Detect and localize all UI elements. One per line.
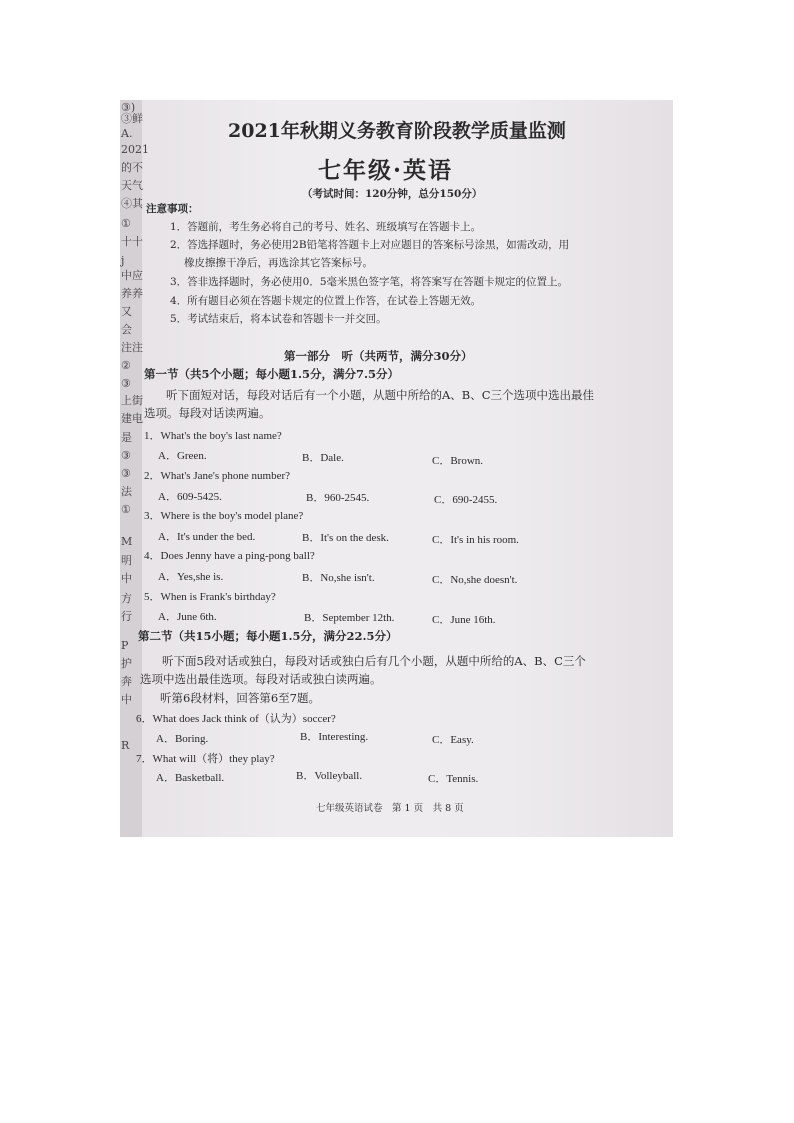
- bleed-fragment: ③: [121, 377, 131, 390]
- option-c: C．It's in his room.: [432, 534, 519, 546]
- section1-instruction: 听下面短对话，每段对话后有一个小题，从题中所给的A、B、C三个选项中选出最佳: [166, 388, 595, 402]
- option-b: B．Volleyball.: [296, 770, 363, 782]
- exam-subtitle: 七年级·英语: [318, 157, 454, 184]
- bleed-fragment: 行: [121, 610, 132, 623]
- note-item: 2．答选择题时，务必使用2B铅笔将答题卡上对应题目的答案标号涂黑，如需改动，用: [170, 239, 570, 251]
- note-item: 3．答非选择题时，务必使用0．5毫米黑色签字笔，将答案写在答题卡规定的位置上。: [170, 276, 569, 288]
- note-item: 橡皮擦擦干净后，再选涂其它答案标号。: [184, 257, 373, 269]
- option-b: B．960-2545.: [306, 492, 370, 504]
- option-c: C．Easy.: [432, 734, 474, 746]
- option-b: B．September 12th.: [304, 612, 395, 624]
- previous-page-edge: [120, 100, 149, 837]
- bleed-fragment: ②: [121, 359, 131, 372]
- option-c: C．June 16th.: [432, 614, 496, 626]
- option-b: B．Interesting.: [300, 731, 369, 743]
- question-1: 1．What's the boy's last name?: [144, 430, 282, 442]
- option-b: B．No,she isn't.: [302, 572, 375, 584]
- option-b: B．It's on the desk.: [302, 532, 389, 544]
- option-a: A．It's under the bed.: [158, 531, 256, 543]
- section1-heading: 第一节（共5个小题；每小题1.5分，满分7.5分）: [144, 367, 400, 381]
- option-a: A．Yes,she is.: [158, 571, 224, 583]
- option-a: A．June 6th.: [158, 611, 217, 623]
- option-c: C．690-2455.: [434, 494, 498, 506]
- bleed-fragment: 的不: [121, 161, 143, 174]
- exam-photo: [120, 100, 673, 837]
- exam-title: 2021年秋期义务教育阶段教学质量监测: [228, 120, 566, 142]
- bleed-fragment: R: [121, 739, 130, 752]
- bleed-fragment: 中应: [121, 269, 143, 282]
- exam-page: [136, 100, 673, 837]
- bleed-fragment: 中: [121, 693, 132, 706]
- section2-instruction: 听下面5段对话或独白，每段对话或独白后有几个小题，从题中所给的A、B、C三个: [162, 654, 586, 668]
- bleed-fragment: ①: [121, 503, 131, 516]
- bleed-fragment: 会: [121, 323, 132, 336]
- option-a: A．609-5425.: [158, 491, 222, 503]
- bleed-fragment: ④其: [121, 197, 143, 210]
- bleed-fragment: 中: [121, 572, 132, 585]
- bleed-fragment: P: [121, 639, 129, 652]
- option-a: A．Basketball.: [156, 772, 225, 784]
- question-3: 3．Where is the boy's model plane?: [144, 510, 304, 522]
- exam-info: （考试时间：120分钟，总分150分）: [302, 188, 483, 200]
- bleed-fragment: 注注: [121, 341, 143, 354]
- section2-heading: 第二节（共15小题；每小题1.5分，满分22.5分）: [138, 629, 398, 643]
- option-a: A．Green.: [158, 450, 207, 462]
- bleed-fragment: 方: [121, 592, 132, 605]
- note-item: 5．考试结束后，将本试卷和答题卡一并交回。: [170, 313, 387, 325]
- question-2: 2．What's Jane's phone number?: [144, 470, 291, 482]
- question-4: 4．Does Jenny have a ping-pong ball?: [144, 550, 315, 562]
- question-7: 7．What will（将）they play?: [136, 753, 275, 765]
- bleed-fragment: 十十: [121, 235, 143, 248]
- bleed-fragment: 法: [121, 485, 132, 498]
- bleed-fragment: j: [121, 254, 125, 267]
- bleed-fragment: 奔: [121, 675, 132, 688]
- bleed-fragment: A.: [121, 127, 133, 140]
- section1-instruction: 选项。每段对话读两遍。: [144, 406, 271, 420]
- option-c: C．No,she doesn't.: [432, 574, 518, 586]
- bleed-fragment: ③: [121, 467, 131, 480]
- bleed-fragment: 2021: [121, 143, 149, 156]
- option-c: C．Brown.: [432, 455, 484, 467]
- bleed-fragment: ③): [121, 101, 136, 114]
- question-6: 6．What does Jack think of（认为）soccer?: [136, 713, 336, 725]
- bleed-fragment: 明: [121, 554, 132, 567]
- bleed-fragment: 养养: [121, 287, 143, 300]
- page-footer: 七年级英语试卷 第 1 页 共 8 页: [316, 803, 464, 814]
- section2-instruction: 选项中选出最佳选项。每段对话或独白读两遍。: [140, 672, 382, 686]
- bleed-fragment: ①: [121, 217, 131, 230]
- note-item: 4．所有题目必须在答题卡规定的位置上作答，在试卷上答题无效。: [170, 295, 482, 307]
- part1-heading: 第一部分 听（共两节，满分30分）: [284, 349, 473, 363]
- question-5: 5．When is Frank's birthday?: [144, 591, 276, 603]
- bleed-fragment: 上街: [121, 394, 143, 407]
- option-a: A．Boring.: [156, 733, 209, 745]
- bleed-fragment: 护: [121, 657, 132, 670]
- bleed-fragment: 又: [121, 305, 132, 318]
- option-b: B．Dale.: [302, 452, 344, 464]
- bleed-fragment: ③: [121, 449, 131, 462]
- bleed-fragment: ③鲜: [121, 112, 143, 125]
- bleed-fragment: 建电: [121, 412, 143, 425]
- bleed-fragment: M: [121, 535, 133, 548]
- material-note: 听第6段材料，回答第6至7题。: [160, 691, 320, 705]
- bleed-fragment: 天气: [121, 179, 143, 192]
- option-c: C．Tennis.: [428, 773, 479, 785]
- notes-heading: 注意事项：: [146, 203, 199, 215]
- note-item: 1．答题前，考生务必将自己的考号、姓名、班级填写在答题卡上。: [170, 221, 482, 233]
- bleed-fragment: 是: [121, 431, 132, 444]
